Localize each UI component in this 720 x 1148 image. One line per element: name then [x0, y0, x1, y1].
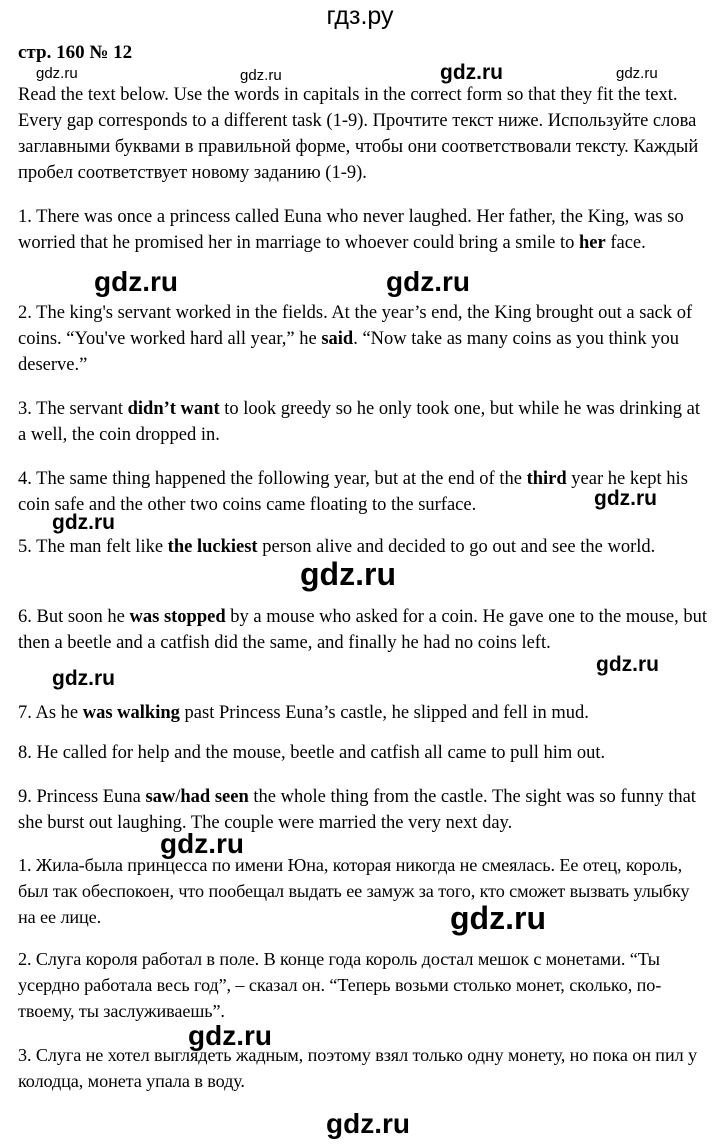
answer-text: 4. The same thing happened the following year, but at the end of the [18, 469, 527, 489]
answer-text: 8. He called for help and the mouse, beetle and catfish all came to pull him out. [18, 743, 606, 763]
answer-6 [18, 604, 708, 656]
answer-text: 1. There was once a princess called Euna who never laughed. Her father, the King, was so worried that he promised her in marriage to whoever could bring a smile to [18, 207, 684, 253]
answer-text: the whole thing from the castle. The sight was so funny that she burst out laughing. The couple were married the very next day. [18, 787, 696, 833]
watermark: gdz.ru [440, 61, 503, 84]
answer-7 [18, 700, 708, 726]
translation-1: 1. Жила-была принцесса по имени Юна, которая никогда не смеялась. Ее отец, король, был так обеспокоен, что пообещал выдать ее замуж за того, кто сможет вызвать улыбку на ее лице. [18, 855, 690, 927]
watermark: gdz.ru [36, 65, 78, 82]
answer-1 [18, 204, 708, 256]
answer-text: person alive and decided to go out and see the world. [257, 537, 656, 557]
watermark: gdz.ru [386, 266, 470, 297]
watermark: gdz.ru [594, 487, 657, 510]
answer-text: face. [605, 233, 646, 253]
answer-word: third [526, 469, 567, 489]
answer-text: 7. As he [18, 703, 83, 723]
answer-text: to look greedy so he only took one, but while he was drinking at a well, the coin dropped in. [18, 399, 701, 445]
answer-text: 9. Princess Euna [18, 787, 146, 807]
watermark: gdz.ru [450, 900, 546, 936]
answer-2 [18, 300, 708, 378]
answer-word: was walking [82, 703, 180, 723]
answer-3 [18, 396, 708, 448]
answer-word: said [321, 329, 354, 349]
watermark: gdz.ru [52, 511, 115, 534]
translation-2: 2. Слуга короля работал в поле. В конце года король достал мешок с монетами. “Ты усердно работала весь год”, – сказал он. “Теперь возьми столько монет, сколько, по-твоему, ты заслуживаешь”. [18, 949, 662, 1021]
answer-word: her [579, 233, 606, 253]
watermark: gdz.ru [160, 828, 244, 859]
watermark: gdz.ru [300, 556, 396, 592]
translation-3: 3. Слуга не хотел выглядеть жадным, поэтому взял только одну монету, но пока он пил у колодца, монета упала в воду. [18, 1045, 697, 1091]
answer-text: 2. The king's servant worked in the fields. At the year’s end, the King brought out a sack of coins. “You've worked hard all year,” he [18, 303, 693, 349]
answer-text: . “Now take as many coins as you think you deserve.” [18, 329, 679, 375]
watermark: gdz.ru [188, 1020, 272, 1051]
watermark: gdz.ru [240, 67, 282, 84]
answer-word: the luckiest [167, 537, 258, 557]
answer-text: by a mouse who asked for a coin. He gave one to the mouse, but then a beetle and a catfish did the same, and finally he had no coins left. [18, 607, 708, 653]
watermark: gdz.ru [52, 667, 115, 690]
answer-9 [18, 784, 708, 836]
instructions-russian: Прочтите текст ниже. Используйте слова заглавными буквами в правильной форме, чтобы они соответствовали тексту. Каждый пробел соответствует новому заданию (1-9). [18, 111, 699, 183]
watermark: gdz.ru [596, 653, 659, 676]
site-title: гдз.ру [326, 2, 394, 30]
answer-text: past Princess Euna’s castle, he slipped and fell in mud. [179, 703, 589, 723]
answer-text: 5. The man felt like [18, 537, 168, 557]
watermark: gdz.ru [94, 266, 178, 297]
instructions-english: Read the text below. Use the words in capitals in the correct form so that they fit the text. Every gap corresponds to a different task (1-9). [18, 85, 678, 131]
answer-text: 6. But soon he [18, 607, 130, 627]
answer-word: didn’t want [127, 399, 220, 419]
answer-8 [18, 740, 708, 766]
answer-word: was stopped [129, 607, 226, 627]
page-heading: стр. 160 № 12 [18, 42, 133, 63]
answer-text: year he kept his coin safe and the other two coins came floating to the surface. [18, 469, 688, 515]
answer-separator: / [175, 787, 181, 807]
watermark: gdz.ru [616, 65, 658, 82]
task-instructions [18, 82, 708, 186]
answer-text: 3. The servant [18, 399, 128, 419]
watermark: gdz.ru [326, 1108, 410, 1139]
answer-word: saw [145, 787, 176, 807]
answer-word: had seen [180, 787, 249, 807]
